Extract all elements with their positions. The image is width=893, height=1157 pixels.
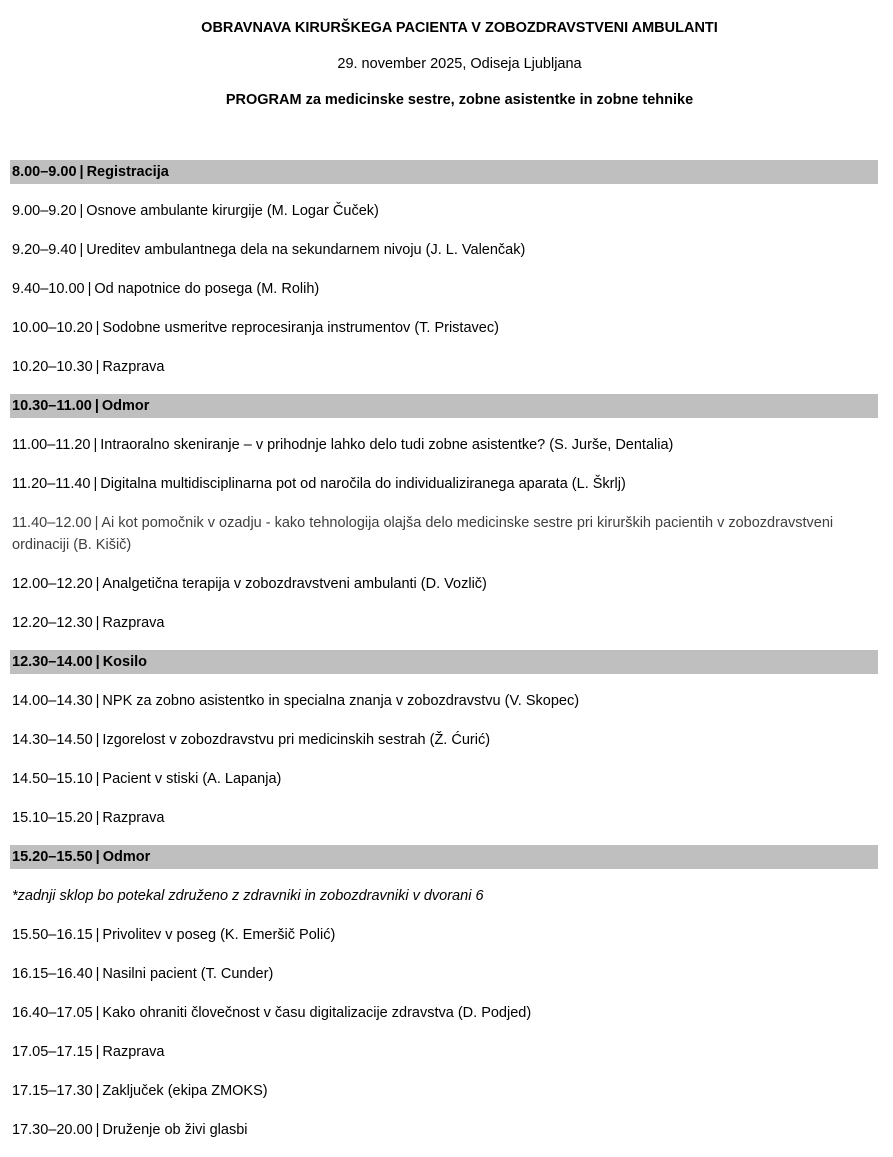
session-title: Osnove ambulante kirurgije (M. Logar Čuček) [86, 203, 379, 219]
session-time: 11.20–11.40 [12, 476, 91, 492]
program-row [10, 611, 878, 635]
session-title: Registracija [86, 164, 169, 180]
session-title: Kako ohraniti človečnost v času digitalizacije zdravstva (D. Podjed) [102, 1005, 532, 1021]
separator: | [95, 1044, 100, 1060]
program-break-row [10, 650, 878, 674]
session-time: 17.05–17.15 [12, 1044, 93, 1060]
session-title: Intraoralno skeniranje – v prihodnje lahko delo tudi zobne asistentke? (S. Jurše, Dentalia) [100, 437, 674, 453]
separator: | [94, 515, 99, 531]
session-time: 9.40–10.00 [12, 281, 85, 297]
session-time: 15.50–16.15 [12, 927, 93, 943]
session-title: Razprava [102, 1044, 165, 1060]
program-row [10, 316, 878, 340]
separator: | [95, 654, 100, 670]
session-title: Analgetična terapija v zobozdravstveni ambulanti (D. Vozlič) [102, 576, 487, 592]
session-time: 11.40–12.00 [12, 515, 92, 531]
program-row [10, 433, 878, 457]
separator: | [94, 398, 99, 414]
program-row [10, 238, 878, 262]
session-time: 9.20–9.40 [12, 242, 77, 258]
separator: | [95, 927, 100, 943]
separator: | [95, 966, 100, 982]
separator: | [95, 359, 100, 375]
program-row [10, 199, 878, 223]
session-time: 17.30–20.00 [12, 1122, 93, 1138]
program-row [10, 806, 878, 830]
program-row [10, 689, 878, 713]
session-title: NPK za zobno asistentko in specialna znanja v zobozdravstvu (V. Skopec) [102, 693, 580, 709]
session-time: 16.15–16.40 [12, 966, 93, 982]
program-row [10, 1118, 878, 1142]
separator: | [95, 1122, 100, 1138]
session-title: Pacient v stiski (A. Lapanja) [102, 771, 282, 787]
session-time: 12.00–12.20 [12, 576, 93, 592]
session-time: 15.10–15.20 [12, 810, 93, 826]
separator: | [95, 771, 100, 787]
session-time: 14.50–15.10 [12, 771, 93, 787]
session-time: 11.00–11.20 [12, 437, 91, 453]
program-row [10, 923, 878, 947]
session-time: 10.00–10.20 [12, 320, 93, 336]
session-title: Razprava [102, 810, 165, 826]
program-row [10, 1040, 878, 1064]
program-row [10, 767, 878, 791]
document-title: OBRAVNAVA KIRURŠKEGA PACIENTA V ZOBOZDRAVSTVENI AMBULANTI [201, 20, 718, 36]
program-row [10, 1079, 878, 1103]
program-row [10, 472, 878, 496]
session-title: Sodobne usmeritve reprocesiranja instrumentov (T. Pristavec) [102, 320, 499, 336]
program-row [10, 728, 878, 752]
separator: | [95, 615, 100, 631]
separator: | [87, 281, 92, 297]
separator: | [95, 576, 100, 592]
program-break-row [10, 845, 878, 869]
program-row [10, 355, 878, 379]
session-time: 12.20–12.30 [12, 615, 93, 631]
separator: | [95, 810, 100, 826]
program-note [10, 884, 878, 908]
session-time: 10.20–10.30 [12, 359, 93, 375]
session-time: 17.15–17.30 [12, 1083, 93, 1099]
session-title: Od napotnice do posega (M. Rolih) [94, 281, 320, 297]
separator: | [93, 476, 98, 492]
session-title: Zaključek (ekipa ZMOKS) [102, 1083, 268, 1099]
separator: | [95, 320, 100, 336]
session-title: Ai kot pomočnik v ozadju - kako tehnologija olajša delo medicinske sestre pri kirurških pacientih v zobozdravstveni ordinaciji (B. Kišič) [12, 515, 834, 553]
program-row [10, 962, 878, 986]
session-title: Odmor [101, 398, 150, 414]
session-title: Izgorelost v zobozdravstvu pri medicinskih sestrah (Ž. Ćurić) [102, 732, 491, 748]
separator: | [93, 437, 98, 453]
session-time: 9.00–9.20 [12, 203, 77, 219]
program-break-row [10, 160, 878, 184]
session-title: Privolitev v poseg (K. Emeršič Polić) [102, 927, 336, 943]
session-time: 14.30–14.50 [12, 732, 93, 748]
session-title: Odmor [102, 849, 151, 865]
separator: | [79, 203, 84, 219]
session-title: Kosilo [102, 654, 148, 670]
session-time: 14.00–14.30 [12, 693, 93, 709]
program-subtitle: PROGRAM za medicinske sestre, zobne asistentke in zobne tehnike [225, 92, 694, 108]
program-row [10, 511, 878, 557]
session-title: Nasilni pacient (T. Cunder) [102, 966, 274, 982]
session-time: 15.20–15.50 [12, 849, 93, 865]
separator: | [95, 693, 100, 709]
note-text: *zadnji sklop bo potekal združeno z zdravniki in zobozdravniki v dvorani 6 [12, 888, 484, 904]
separator: | [95, 849, 100, 865]
session-title: Digitalna multidisciplinarna pot od naročila do individualiziranega aparata (L. Škrlj) [100, 476, 626, 492]
session-title: Razprava [102, 615, 165, 631]
separator: | [95, 1005, 100, 1021]
program-row [10, 1001, 878, 1025]
session-time: 8.00–9.00 [12, 164, 77, 180]
session-time: 12.30–14.00 [12, 654, 93, 670]
program-list [10, 160, 878, 1157]
session-title: Razprava [102, 359, 165, 375]
program-break-row [10, 394, 878, 418]
separator: | [95, 732, 100, 748]
separator: | [79, 242, 84, 258]
separator: | [79, 164, 84, 180]
session-title: Druženje ob živi glasbi [102, 1122, 248, 1138]
program-row [10, 572, 878, 596]
separator: | [95, 1083, 100, 1099]
session-time: 10.30–11.00 [12, 398, 92, 414]
program-row [10, 277, 878, 301]
session-time: 16.40–17.05 [12, 1005, 93, 1021]
session-title: Ureditev ambulantnega dela na sekundarnem nivoju (J. L. Valenčak) [86, 242, 526, 258]
event-date-location: 29. november 2025, Odiseja Ljubljana [337, 56, 582, 72]
